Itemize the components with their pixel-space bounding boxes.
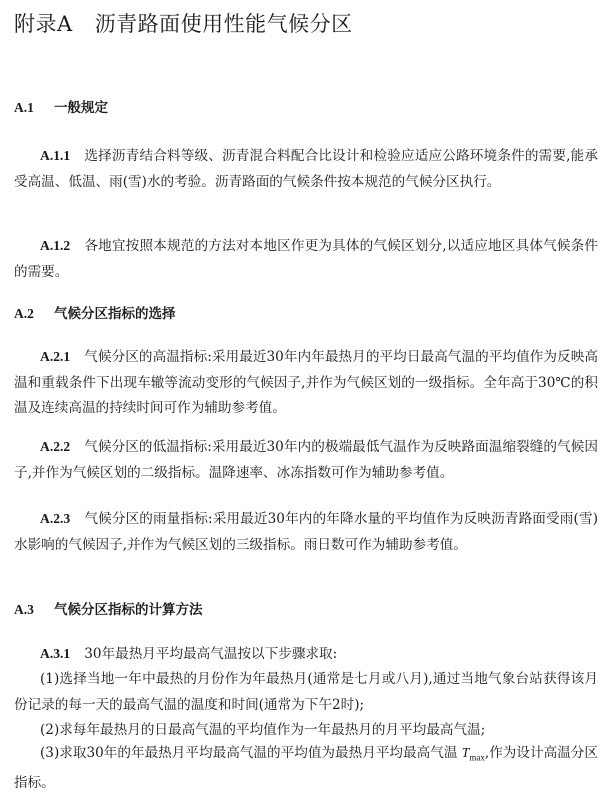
clause-number: A.3.1 [40,646,71,661]
section-number: A.1 [14,100,34,115]
clause-text: 气候分区的高温指标:采用最近30年内年最热月的平均日最高气温的平均值作为反映高温和重载条件下出现车辙等流动变形的气候因子,并作为气候区划的一级指标。全年高于30℃的积温及连续高温的持续时间可作为辅助参考值。 [14,349,598,416]
step-text-after: ,作为设计高温分区指标。 [14,745,599,792]
section-heading-a1 [14,96,108,116]
section-title: 一般规定 [54,100,108,116]
section-number: A.3 [14,602,34,617]
clause-number: A.2.2 [40,439,71,454]
appendix-label: 附录A [14,12,73,36]
section-heading-a3 [14,598,203,618]
t-max-symbol: $T_{max}$ [461,745,485,763]
clause-text: 30年最热月平均最高气温按以下步骤求取: [84,646,338,662]
paragraph-a-1-1 [14,143,598,195]
clause-number: A.2.3 [40,511,71,526]
paragraph-a-2-2 [14,434,598,486]
section-number: A.2 [14,306,34,321]
step-text: (2)求每年最热月的日最高气温的平均值作为一年最热月的月平均最高气温; [40,722,486,738]
paragraph-a-3-1 [14,641,598,668]
appendix-title [14,8,353,38]
paragraph-a-2-3 [14,506,598,558]
step-text-before: (3)求取30年的年最热月平均最高气温的平均值为最热月平均最高气温 [40,745,458,761]
appendix-heading: 沥青路面使用性能气候分区 [94,12,353,36]
step-text: (1)选择当地一年中最热的月份作为年最热月(通常是七月或八月),通过当地气象台站获得该月份记录的每一天的最高气温的温度和时间(通常为下午2时); [14,671,598,713]
clause-text: 各地宜按照本规范的方法对本地区作更为具体的气候区划分,以适应地区具体气候条件的需要。 [14,238,598,280]
section-title: 气候分区指标的选择 [54,306,176,322]
clause-text: 选择沥青结合料等级、沥青混合料配合比设计和检验应适应公路环境条件的需要,能承受高温、低温、雨(雪)水的考验。沥青路面的气候条件按本规范的气候分区执行。 [14,148,598,190]
clause-number: A.2.1 [40,349,71,364]
clause-text: 气候分区的低温指标:采用最近30年内的极端最低气温作为反映路面温缩裂缝的气候因子,并作为气候区划的二级指标。温降速率、冰冻指数可作为辅助参考值。 [14,439,598,481]
step-1 [14,667,598,718]
clause-text: 气候分区的雨量指标:采用最近30年内的年降水量的平均值作为反映沥青路面受雨(雪)水影响的气候因子,并作为气候区划的三级指标。雨日数可作为辅助参考值。 [14,511,598,553]
paragraph-a-1-2 [14,233,598,285]
section-title: 气候分区指标的计算方法 [54,602,203,618]
clause-number: A.1.2 [40,238,71,253]
paragraph-a-2-1 [14,344,598,422]
clause-number: A.1.1 [40,148,71,163]
step-3 [14,740,598,797]
section-heading-a2 [14,302,176,322]
